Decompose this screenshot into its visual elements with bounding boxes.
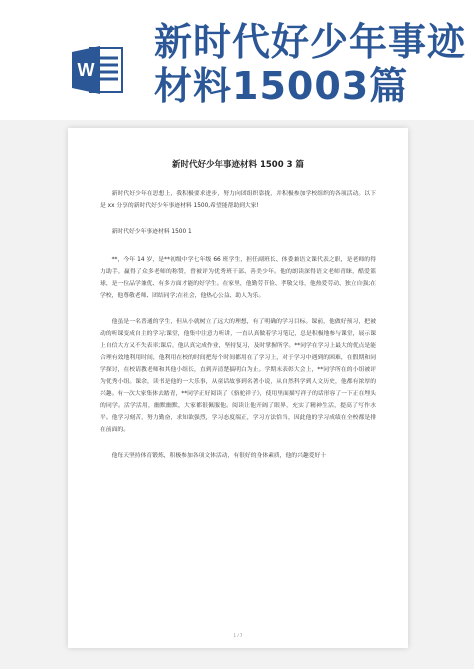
word-icon (70, 42, 126, 98)
paragraph-subheading: 新时代好少年事迹材料 1500 1 (111, 229, 192, 235)
hero-title-line1: 新时代好少年事迹 (154, 20, 467, 64)
paragraph-sports: 他每天坚持体育锻炼，积极参加各项文体活动，有很好的身体素质，他的兴趣爱好十 (111, 453, 327, 459)
banner (0, 0, 474, 120)
paragraph-intro: 新时代好少年在思想上，我积极要求进步，努力向团组织靠拢，并积极参加学校组织的各项活动。以下是 xx 分享的新时代好少年事迹材料 1500,希望能帮助到大家! (100, 191, 376, 209)
document-page (68, 128, 408, 648)
document-title: 新时代好少年事迹材料 1500 3 篇 (172, 160, 304, 170)
hero-title-line2: 材料15003篇 (154, 64, 409, 108)
paragraph-study: 他虽是一名普通的学生，但从小就树立了远大的理想，有了明确的学习目标。课前，他做好预习，把被动的听课变成自主的学习;课堂，他集中注意力听讲，一直认真做着学习笔记，总是积极地参与课堂，展示课上自信大方又不失表率;课后，他认真完成作业，坚持复习，及时掌握所学。**同学在学习上最大的优点是能合理有效地利用时间，他利用在校的时间把每个时间都用在了学习上，对于学习中遇到的困难，在假期和同学探讨，在校请教老师和其他小组长，直到弄清楚搞明白为止。学期末表彰大会上，**同学所在的小组被评为优秀小组。课余，读书是他的一大乐事，从童话故事到名著小说，从自然科学到人文历史，他都有浓厚的兴趣。有一次大家集体去踏青，**同学正好阅读了《骆驼祥子》，使用里面描写祥子的话形容了一下正在埋头的同学。活学活用，幽默幽默，大家都很佩服他。阅读让他开阔了眼界，充实了精神生活，提高了写作水平。他学习刻苦，努力勤奋，求知欲强烈，学习态度端正，学习方法恰当，因此他的学习成绩在全校都是排在前面的。 (100, 319, 376, 433)
word-icon-letter: W (77, 60, 95, 80)
hero-title (154, 20, 467, 108)
page-number: 1 / 7 (233, 633, 243, 638)
paragraph-profile: **，今年 14 岁，是**初级中学七年级 66 班学生，担任副班长、体委兼语文课代表之职，是老师的得力助手，赢得了众多老师的称赞，曾被评为优秀班干部、善美少年。他的朗读深得语文老师青睐，酷爱篮球，是一位品学兼优、有多方面才能的好学生。在家里，他勤劳节俭、孝敬父母，他热爱劳动、独立自强;在学校，他尊敬老师、团结同学;在社会，他热心公益、助人为乐。 (100, 257, 376, 299)
